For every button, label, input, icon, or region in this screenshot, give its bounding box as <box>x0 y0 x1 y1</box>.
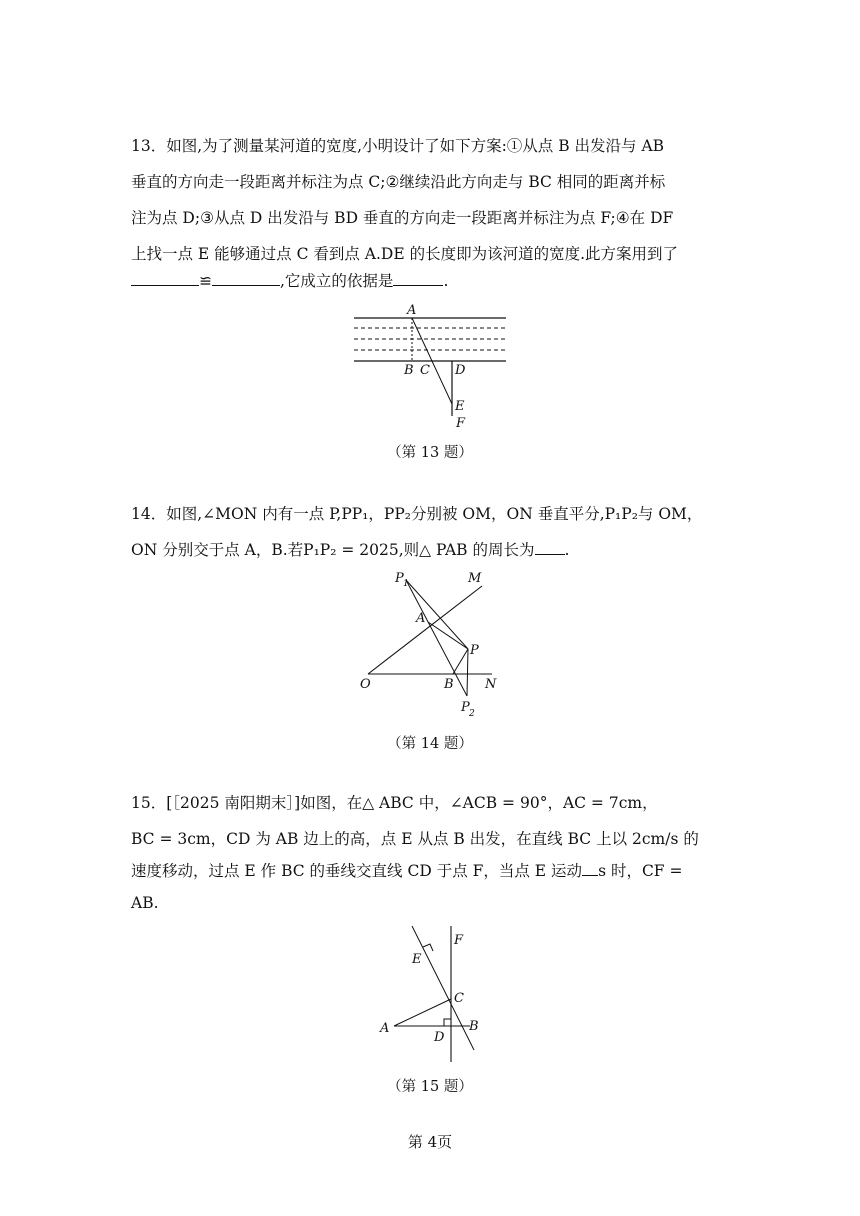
problem-14-line-2-text: ON 分别交于点 A，B.若P₁P₂ = 2025,则△ PAB 的周长为 <box>131 541 535 559</box>
label-b: B <box>444 677 454 692</box>
problem-13-line-4: 上找一点 E 能够通过点 C 看到点 A.DE 的长度即为该河道的宽度.此方案用到了 <box>131 245 679 263</box>
label-f: F <box>456 416 466 430</box>
label-p: P <box>470 643 479 658</box>
problem-15-line-4: AB. <box>131 894 159 912</box>
problem-15-line-3-end: s 时，CF = <box>598 862 683 880</box>
label-e: E <box>455 399 465 414</box>
problem-13-line-2: 垂直的方向走一段距离并标注为点 C;②继续沿此方向走与 BC 相同的距离并标 <box>131 173 666 191</box>
label-d: D <box>455 363 466 378</box>
problem-14-line-1: 14．如图,∠MON 内有一点 P,PP₁，PP₂分别被 OM，ON 垂直平分,P₁P₂与 OM， <box>131 505 703 523</box>
answer-blank[interactable] <box>131 271 199 286</box>
label-m: M <box>468 571 482 586</box>
label-b: B <box>469 1019 479 1034</box>
label-n: N <box>485 677 497 692</box>
label-e: E <box>412 952 422 967</box>
label-p2-subscript: 2 <box>469 709 475 719</box>
label-p1-subscript: 1 <box>403 579 409 589</box>
answer-blank[interactable] <box>582 861 598 876</box>
problem-14-line-2 <box>131 540 731 560</box>
answer-blank[interactable] <box>393 271 443 286</box>
problem-14-figure <box>350 566 510 722</box>
caption-15: （第 15 题） <box>387 1079 473 1095</box>
caption-14: （第 14 题） <box>387 736 473 752</box>
problem-13-line-3: 注为点 D;③从点 D 出发沿与 BD 垂直的方向走一段距离并标注为点 F;④在 DF <box>131 209 674 227</box>
label-b: B <box>404 363 414 378</box>
label-p2: P <box>461 700 470 715</box>
caption-13: （第 13 题） <box>387 445 473 461</box>
label-o: O <box>360 677 371 692</box>
problem-13-line-5 <box>131 271 731 291</box>
label-d: D <box>434 1030 445 1045</box>
problem-15-figure <box>372 922 492 1068</box>
problem-13-text-end: . <box>443 272 449 290</box>
problem-13-figure <box>340 300 520 430</box>
label-a: A <box>407 303 417 318</box>
label-a: A <box>416 611 426 626</box>
problem-13-text: ,它成立的依据是 <box>280 272 394 290</box>
label-c: C <box>420 363 430 378</box>
problem-15-line-1: 15．[［2025 南阳期末］]如图，在△ ABC 中，∠ACB = 90°，AC = 7cm， <box>131 794 658 812</box>
answer-blank[interactable] <box>212 271 280 286</box>
problem-13-line-1: 13．如图,为了测量某河道的宽度,小明设计了如下方案:①从点 B 出发沿与 AB <box>131 137 665 155</box>
label-p1: P <box>395 571 404 586</box>
page-number: 第 4页 <box>407 1133 453 1151</box>
label-a: A <box>380 1021 390 1036</box>
problem-14-line-2-end: . <box>564 541 570 559</box>
label-c: C <box>454 991 464 1006</box>
congruent-sign: ≌ <box>199 272 212 290</box>
answer-blank[interactable] <box>535 540 565 555</box>
problem-15-line-3-text: 速度移动，过点 E 作 BC 的垂线交直线 CD 于点 F，当点 E 运动 <box>131 862 583 880</box>
problem-15-line-2: BC = 3cm，CD 为 AB 边上的高，点 E 从点 B 出发，在直线 BC 上以 2cm/s 的 <box>131 830 699 848</box>
problem-15-line-3 <box>131 861 731 881</box>
label-f: F <box>454 933 464 948</box>
